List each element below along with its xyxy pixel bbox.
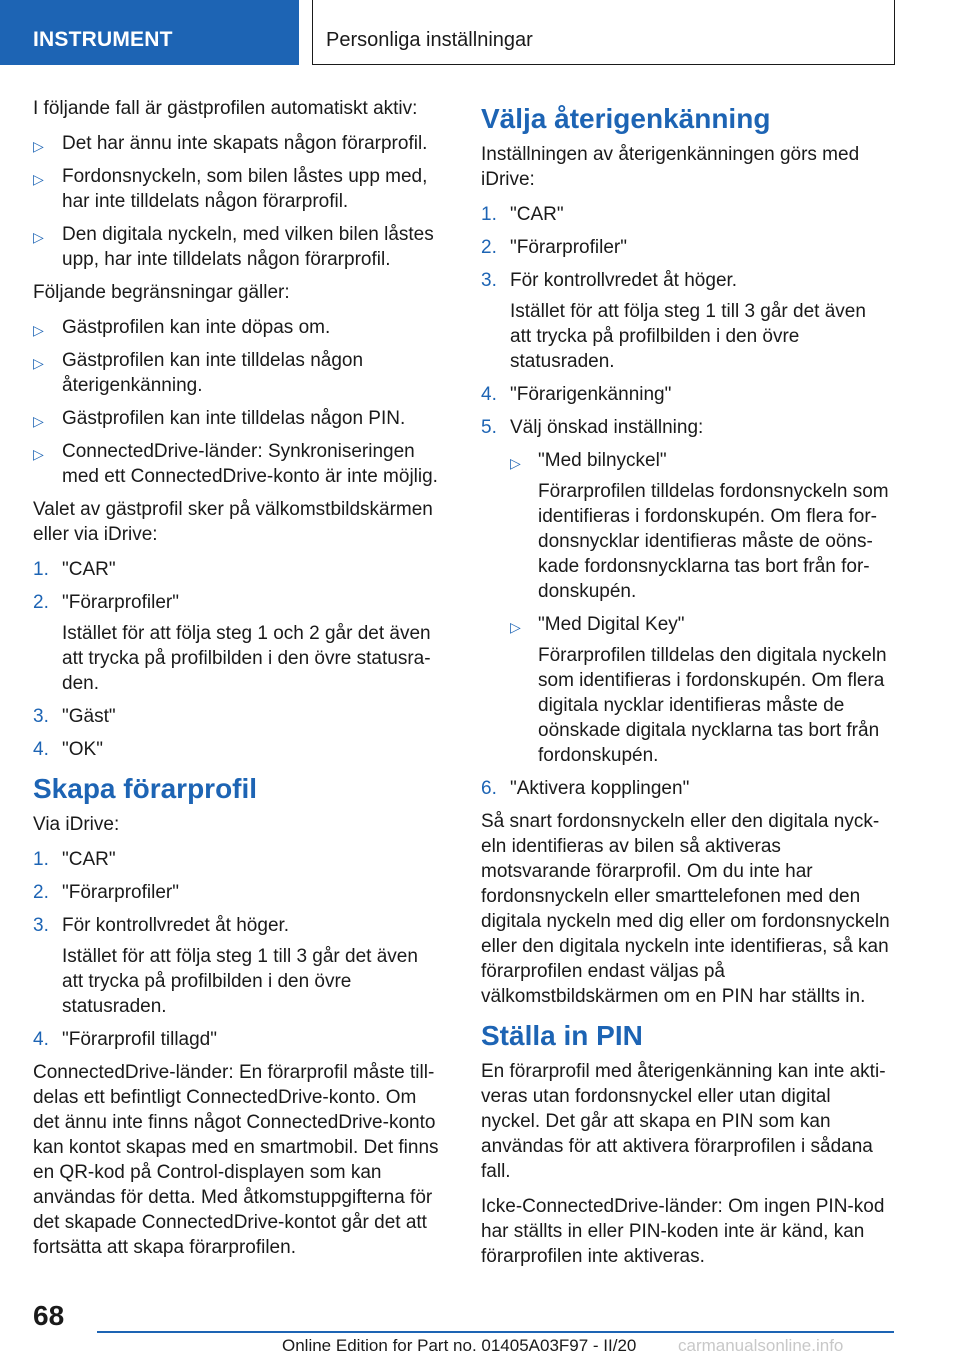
list-item: ▷ Fordonsnyckeln, som bilen låstes upp med, har inte tilldelats någon förarprofil. bbox=[33, 166, 428, 212]
option-description: Förarprofilen tilldelas den digitala nyckeln som identifieras i fordonskupén. Om flera digitala nycklar identifieras måste de oönskade digitala nycklarna tas bort från fordonskupén. bbox=[538, 645, 887, 766]
paragraph: Följande begränsningar gäller: bbox=[33, 282, 290, 303]
triangle-bullet-icon: ▷ bbox=[33, 171, 44, 187]
list-item: ▷ ConnectedDrive-länder: Synkroniseringen med ett ConnectedDrive-konto är inte möjlig. bbox=[33, 441, 438, 487]
section-heading: Skapa förarprofil bbox=[33, 773, 258, 804]
paragraph: Så snart fordonsnyckeln eller den digitala nyckeln identifieras av bilen så aktiveras motsvarande förarprofil. Om du inte har fordonsnyckeln eller smarttelefonen med den digitala nyckeln med dig eller om fordonsnyckeln eller den digitala nyckeln inte identifieras, så kan förarprofilen endast väljas på välkomstbildskärmen om en PIN har ställts in. bbox=[481, 811, 890, 1007]
page-number: 68 bbox=[33, 1300, 65, 1331]
numbered-step: 6. "Aktivera kopplingen" bbox=[481, 778, 690, 799]
triangle-bullet-icon: ▷ bbox=[33, 138, 44, 154]
paragraph: Inställningen av återigenkänningen görs med iDrive: bbox=[481, 144, 860, 190]
watermark: carmanualsonline.info bbox=[678, 1336, 844, 1355]
paragraph: ConnectedDrive-länder: En förarprofil måste tilldelas ett befintligt ConnectedDrive-konto. Om det ännu inte finns något ConnectedDrive-konto kan kontot skapas med en smartmobil. Det finns en QR-kod på Control-displayen som kan användas för detta. Med åtkomstuppgifterna för det skapade ConnectedDrive-kontot går det att fortsätta att skapa förarprofilen. bbox=[33, 1062, 439, 1258]
option-item: ▷ "Med Digital Key" bbox=[510, 612, 891, 637]
triangle-bullet-icon: ▷ bbox=[510, 619, 521, 635]
paragraph: En förarprofil med återigenkänning kan inte aktiveras utan fordonsnyckel eller utan digital nyckel. Det går att skapa en PIN som kan användas för att aktivera förarprofilen i sådana fall. bbox=[481, 1061, 886, 1182]
numbered-step: 5. Välj önskad inställning: bbox=[481, 417, 704, 438]
option-list bbox=[510, 448, 891, 768]
numbered-step: 1. "CAR" bbox=[481, 204, 564, 225]
paragraph: Via iDrive: bbox=[33, 814, 120, 835]
right-column bbox=[481, 96, 891, 1279]
triangle-bullet-icon: ▷ bbox=[510, 455, 521, 471]
numbered-step: 3. För kontrollvredet åt höger. bbox=[481, 270, 738, 291]
step-note: Istället för att följa steg 1 till 3 går det även att trycka på profilbilden i den övre statusraden. bbox=[510, 301, 866, 372]
numbered-step: 1. "CAR" bbox=[33, 849, 116, 870]
option-item: ▷ "Med bilnyckel" bbox=[510, 448, 891, 473]
numbered-step: 4. "Förarigenkänning" bbox=[481, 384, 672, 405]
section-title: INSTRUMENT bbox=[33, 28, 173, 51]
step-note: Istället för att följa steg 1 till 3 går det även att trycka på profilbilden i den övre statusraden. bbox=[62, 946, 418, 1017]
numbered-step: 2. "Förarprofiler" bbox=[33, 882, 179, 903]
section-heading: Ställa in PIN bbox=[481, 1020, 643, 1051]
list-item: ▷ Det har ännu inte skapats någon förarprofil. bbox=[33, 131, 443, 156]
numbered-step: 4. "Förarprofil tillagd" bbox=[33, 1029, 217, 1050]
paragraph: I följande fall är gästprofilen automatiskt aktiv: bbox=[33, 98, 418, 119]
triangle-bullet-icon: ▷ bbox=[33, 413, 44, 429]
triangle-bullet-icon: ▷ bbox=[33, 355, 44, 371]
triangle-bullet-icon: ▷ bbox=[33, 446, 44, 462]
numbered-step: 2. "Förarprofiler" bbox=[481, 237, 627, 258]
list-item: ▷ Gästprofilen kan inte tilldelas någon PIN. bbox=[33, 406, 443, 431]
numbered-step: 1. "CAR" bbox=[33, 559, 116, 580]
numbered-step: 4. "OK" bbox=[33, 739, 103, 760]
triangle-bullet-icon: ▷ bbox=[33, 229, 44, 245]
edition-note: Online Edition for Part no. 01405A03F97 - II/20 bbox=[282, 1336, 637, 1355]
paragraph: Valet av gästprofil sker på välkomstbildskärmen eller via iDrive: bbox=[33, 499, 433, 545]
numbered-step: 3. "Gäst" bbox=[33, 706, 116, 727]
list-item: ▷ Gästprofilen kan inte tilldelas någon återigenkänning. bbox=[33, 350, 364, 396]
list-item: ▷ Gästprofilen kan inte döpas om. bbox=[33, 315, 443, 340]
numbered-step: 2. "Förarprofiler" bbox=[33, 592, 179, 613]
section-heading: Välja återigenkänning bbox=[481, 103, 771, 134]
numbered-step: 3. För kontrollvredet åt höger. bbox=[33, 915, 290, 936]
left-column bbox=[33, 96, 443, 1270]
triangle-bullet-icon: ▷ bbox=[33, 322, 44, 338]
header-chapter-box bbox=[312, 0, 895, 65]
paragraph: Icke-ConnectedDrive-länder: Om ingen PIN-kod har ställts in eller PIN-koden inte är känd, kan förarprofilen inte aktiveras. bbox=[481, 1196, 885, 1267]
footer-divider bbox=[97, 1331, 894, 1333]
header-section-tab bbox=[0, 0, 299, 65]
step-note: Istället för att följa steg 1 och 2 går det även att trycka på profilbilden i den övre statusraden. bbox=[62, 623, 431, 694]
chapter-title: Personliga inställningar bbox=[326, 29, 533, 51]
list-item: ▷ Den digitala nyckeln, med vilken bilen låstes upp, har inte tilldelats någon förarprofil. bbox=[33, 224, 434, 270]
option-description: Förarprofilen tilldelas fordonsnyckeln som identifieras i fordonskupén. Om flera fordonsnycklar identifieras måste de oönskade fordonsnycklarna tas bort från fordonskupén. bbox=[538, 481, 889, 602]
